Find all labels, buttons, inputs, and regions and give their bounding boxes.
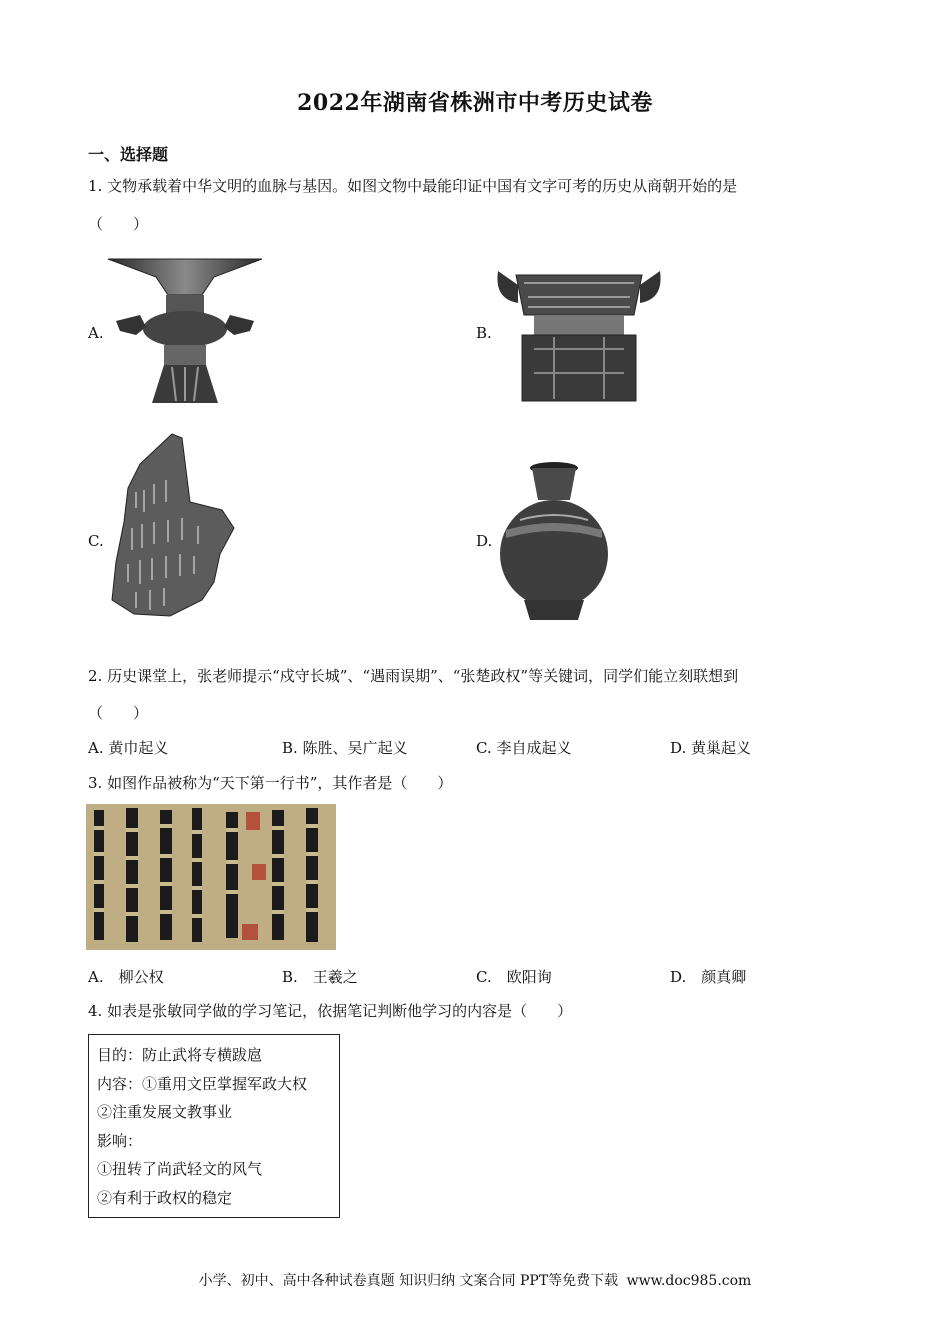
note-line-impact-1: ①扭转了尚武轻文的风气 <box>97 1160 263 1178</box>
q2-option-c: C. 李自成起义 <box>476 739 572 757</box>
oracle-bone-image <box>110 432 238 618</box>
calligraphy-image <box>86 804 336 950</box>
q3-option-c: C. 欧阳询 <box>476 968 552 986</box>
q2-option-a: A. 黄巾起义 <box>88 739 169 757</box>
note-line-purpose: 目的：防止武将专横跋扈 <box>97 1046 263 1064</box>
q3-option-d: D. 颜真卿 <box>670 968 747 986</box>
footer-link[interactable]: www.doc985.com <box>626 1273 752 1289</box>
question-1-paren: （ ） <box>88 215 149 233</box>
question-4-text: 4. 如表是张敏同学做的学习笔记，依据笔记判断他学习的内容是（ ） <box>88 1002 573 1020</box>
footer-text: 小学、初中、高中各种试卷真题 知识归纳 文案合同 PPT等免费下载 <box>198 1273 619 1289</box>
note-line-impact: 影响： <box>97 1131 143 1150</box>
question-2-paren: （ ） <box>88 704 149 722</box>
section-heading: 一、选择题 <box>88 145 169 164</box>
question-1-text: 1. 文物承载着中华文明的血脉与基因。如图文物中最能印证中国有文字可考的历史从商朝开始的是 <box>88 177 738 195</box>
q1-option-a-label: A. <box>88 324 104 342</box>
q1-option-d-label: D. <box>476 532 493 550</box>
page-title: 2022年湖南省株洲市中考历史试卷 <box>297 90 653 116</box>
bronze-gui-image <box>494 263 664 403</box>
q2-option-b: B. 陈胜、吴广起义 <box>282 739 408 757</box>
note-line-impact-2: ②有利于政权的稳定 <box>97 1188 233 1207</box>
q3-option-a: A. 柳公权 <box>88 968 164 986</box>
q3-option-b: B. 王羲之 <box>282 968 358 986</box>
question-3-text: 3. 如图作品被称为“天下第一行书”，其作者是（ ） <box>88 774 453 792</box>
page-footer <box>0 1270 950 1290</box>
question-2-text: 2. 历史课堂上，张老师提示“戍守长城”、“遇雨误期”、“张楚政权”等关键词，同学们能立刻联想到 <box>88 667 739 685</box>
note-line-content-1: 内容：①重用文臣掌握军政大权 <box>97 1074 308 1093</box>
bronze-zun-image <box>106 255 264 405</box>
q2-option-d: D. 黄巢起义 <box>670 739 752 757</box>
note-line-content-2: ②注重发展文教事业 <box>97 1103 233 1121</box>
study-notes-table <box>88 1034 340 1218</box>
q1-option-c-label: C. <box>88 532 104 550</box>
q1-option-b-label: B. <box>476 324 492 342</box>
glazed-pot-image <box>498 460 610 624</box>
